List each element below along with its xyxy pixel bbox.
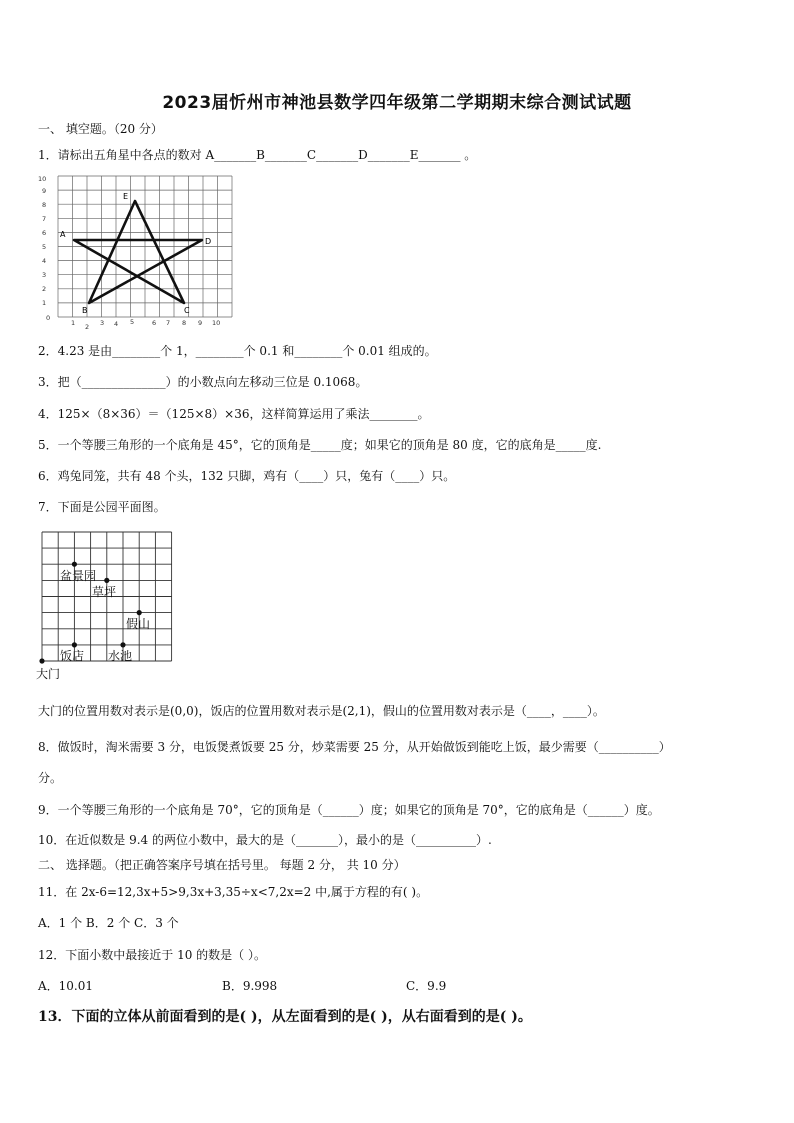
point-label-e: E bbox=[123, 192, 129, 201]
rockery-point bbox=[137, 610, 142, 615]
x-tick-label: 7 bbox=[166, 319, 171, 327]
y-tick-label: 6 bbox=[42, 229, 47, 237]
point-label-b: B bbox=[82, 306, 88, 315]
park-map-figure bbox=[34, 530, 184, 682]
bonsai-garden-label: 盆景园 bbox=[60, 569, 97, 583]
point-label-c: C bbox=[184, 306, 190, 315]
pond-label: 水池 bbox=[108, 649, 133, 663]
page-title: 2023届忻州市神池县数学四年级第二学期期末综合测试试题 bbox=[162, 93, 632, 113]
y-tick-label: 5 bbox=[42, 243, 47, 251]
y-tick-label: 8 bbox=[42, 201, 47, 209]
restaurant-point bbox=[72, 642, 77, 647]
question-9: 9．一个等腰三角形的一个底角是 70°，它的顶角是（______）度；如果它的顶角是 70°，它的底角是（______）度。 bbox=[38, 803, 660, 817]
question-4: 4．125×（8×36）＝（125×8）×36，这样简算运用了乘法________。 bbox=[38, 407, 430, 421]
question-3: 3．把（______________）的小数点向左移动三位是 0.1068。 bbox=[38, 375, 368, 389]
question-13: 13．下面的立体从前面看到的是( )，从左面看到的是( )，从右面看到的是( )。 bbox=[38, 1009, 532, 1025]
question-10: 10．在近似数是 9.4 的两位小数中，最大的是（_______），最小的是（__________）. bbox=[38, 833, 492, 847]
x-tick-label: 9 bbox=[198, 319, 203, 327]
pond-point bbox=[120, 642, 125, 647]
question-12-option-c: C．9.9 bbox=[406, 979, 447, 993]
five-point-star bbox=[74, 201, 202, 303]
point-label-d: D bbox=[205, 237, 212, 246]
section-heading-choice: 二、 选择题。（把正确答案序号填在括号里。 每题 2 分， 共 10 分） bbox=[38, 858, 406, 872]
y-tick-label: 3 bbox=[42, 271, 47, 279]
question-12-option-a: A．10.01 bbox=[38, 979, 94, 993]
y-tick-label: 1 bbox=[42, 299, 47, 307]
restaurant-label: 饭店 bbox=[60, 649, 85, 663]
x-tick-label: 4 bbox=[114, 320, 119, 328]
x-tick-label: 1 bbox=[71, 319, 76, 327]
y-tick-label: 2 bbox=[42, 285, 47, 293]
x-axis-ticks bbox=[71, 318, 220, 331]
lawn-label: 草坪 bbox=[92, 585, 117, 599]
question-12: 12．下面小数中最接近于 10 的数是（ ）。 bbox=[38, 948, 266, 962]
y-tick-label: 10 bbox=[38, 175, 47, 183]
question-6: 6．鸡兔同笼，共有 48 个头，132 只脚，鸡有（____）只，兔有（____）只。 bbox=[38, 469, 456, 483]
question-8-line-1: 8．做饭时，淘米需要 3 分，电饭煲煮饭要 25 分，炒菜需要 25 分，从开始做饭到能吃上饭，最少需要（__________） bbox=[38, 740, 671, 754]
y-tick-label: 9 bbox=[42, 187, 47, 195]
x-tick-label: 8 bbox=[182, 319, 187, 327]
point-label-a: A bbox=[60, 230, 66, 239]
gate-point bbox=[39, 658, 44, 663]
y-tick-label: 7 bbox=[42, 215, 47, 223]
question-5: 5．一个等腰三角形的一个底角是 45°，它的顶角是_____度；如果它的顶角是 80 度，它的底角是_____度. bbox=[38, 438, 602, 452]
x-tick-label: 6 bbox=[152, 319, 157, 327]
question-7-text: 大门的位置用数对表示是(0,0)，饭店的位置用数对表示是(2,1)，假山的位置用数对表示是（____，____）。 bbox=[38, 704, 605, 718]
question-1: 1．请标出五角星中各点的数对 A_______B_______C_______D_______E_______ 。 bbox=[38, 148, 477, 162]
question-7: 7．下面是公园平面图。 bbox=[38, 500, 166, 514]
y-tick-label: 0 bbox=[46, 314, 51, 322]
rockery-label: 假山 bbox=[126, 617, 151, 631]
question-12-option-b: B．9.998 bbox=[222, 979, 278, 993]
x-tick-label: 10 bbox=[212, 319, 221, 327]
star-grid-figure bbox=[34, 174, 238, 332]
x-tick-label: 3 bbox=[100, 319, 105, 327]
y-axis-ticks bbox=[38, 175, 50, 322]
question-2: 2．4.23 是由________个 1，________个 0.1 和________个 0.01 组成的。 bbox=[38, 344, 437, 358]
y-tick-label: 4 bbox=[42, 257, 47, 265]
x-tick-label: 2 bbox=[85, 323, 90, 331]
gate-label: 大门 bbox=[36, 667, 61, 681]
lawn-point bbox=[104, 578, 109, 583]
question-8-line-2: 分。 bbox=[38, 771, 63, 785]
section-heading-fill-in: 一、 填空题。（20 分） bbox=[38, 122, 163, 136]
question-11: 11．在 2x-6=12,3x+5>9,3x+3,35÷x<7,2x=2 中,属于方程的有( )。 bbox=[38, 885, 429, 899]
bonsai-garden-point bbox=[72, 562, 77, 567]
question-11-options: A．1 个 B．2 个 C．3 个 bbox=[38, 916, 179, 930]
x-tick-label: 5 bbox=[130, 318, 135, 326]
